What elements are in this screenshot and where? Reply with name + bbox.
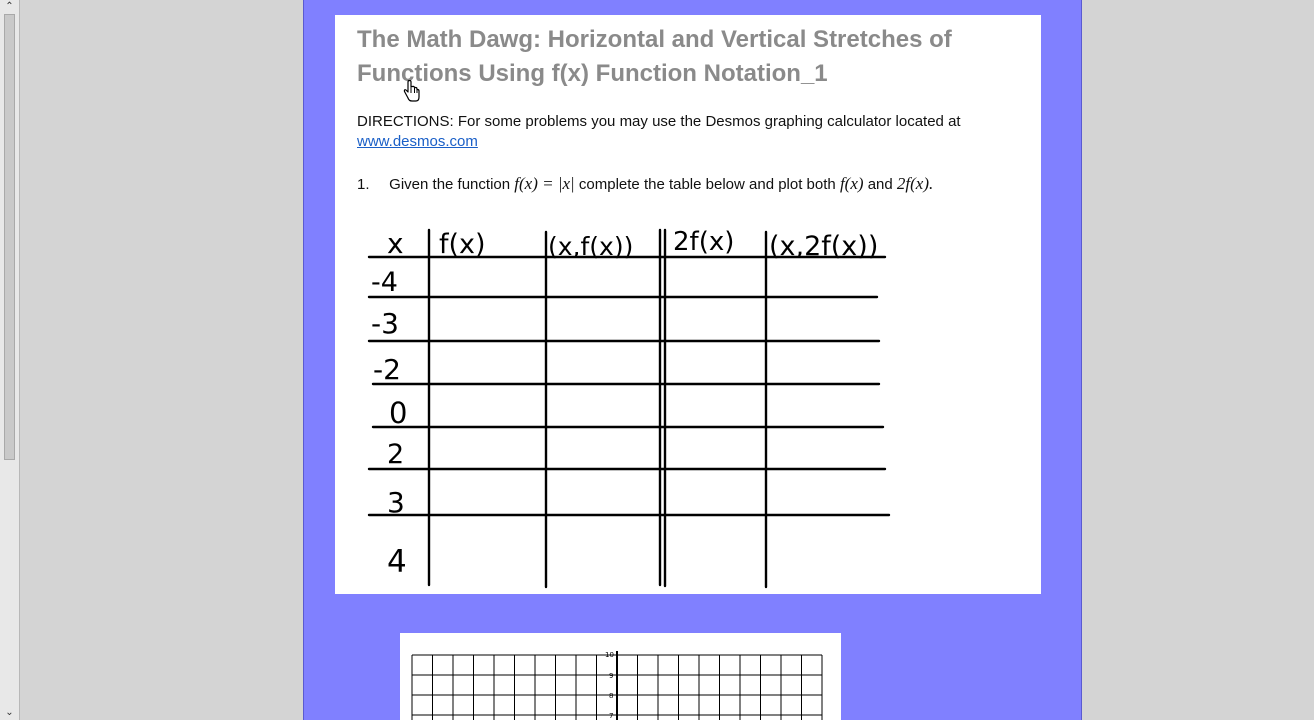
math-2fx: 2f(x). — [896, 174, 934, 193]
chevron-up-icon[interactable]: ⌃ — [5, 1, 14, 12]
scrollbar-thumb[interactable] — [4, 14, 15, 460]
y-tick-7: 7 — [609, 712, 614, 720]
question-text-and: and — [867, 176, 893, 193]
question-number: 1. — [357, 176, 370, 193]
document-page — [335, 15, 1041, 594]
directions-text: DIRECTIONS: For some problems you may use the Desmos graphing calculator located at — [357, 113, 961, 130]
header-fx: f(x) — [439, 229, 486, 260]
x-value-row-5: 2 — [387, 439, 405, 470]
math-function: f(x) = |x| — [514, 174, 575, 193]
x-value-row-4: 0 — [389, 396, 408, 430]
x-value-row-1: -4 — [371, 267, 398, 298]
y-tick-9: 9 — [609, 672, 614, 680]
y-tick-8: 8 — [609, 692, 614, 700]
header-x-2fx: (x,2f(x)) — [769, 231, 879, 262]
question-1 — [357, 174, 1037, 195]
coordinate-grid-page — [400, 633, 841, 720]
chevron-down-icon[interactable]: ⌄ — [5, 707, 14, 718]
hand-pointer-icon — [402, 80, 422, 104]
header-2fx: 2f(x) — [673, 227, 735, 257]
directions — [357, 112, 1017, 152]
x-value-row-2: -3 — [371, 307, 399, 340]
document-viewport[interactable] — [303, 0, 1082, 720]
question-text-before: Given the function — [389, 176, 511, 193]
handwritten-table — [365, 220, 905, 595]
header-x: x — [387, 227, 404, 260]
x-value-row-6: 3 — [387, 486, 405, 519]
document-title: The Math Dawg: Horizontal and Vertical Stretches of Functions Using f(x) Function Notation_1 — [357, 26, 952, 87]
desmos-link[interactable]: www.desmos.com — [357, 133, 478, 150]
math-fx: f(x) — [839, 174, 864, 193]
x-value-row-7: 4 — [387, 544, 407, 580]
question-text-middle: complete the table below and plot both — [578, 176, 836, 193]
y-tick-10: 10 — [605, 651, 614, 659]
vertical-scrollbar[interactable] — [0, 0, 20, 720]
x-value-row-3: -2 — [373, 353, 401, 386]
header-x-fx: (x,f(x)) — [548, 232, 634, 261]
